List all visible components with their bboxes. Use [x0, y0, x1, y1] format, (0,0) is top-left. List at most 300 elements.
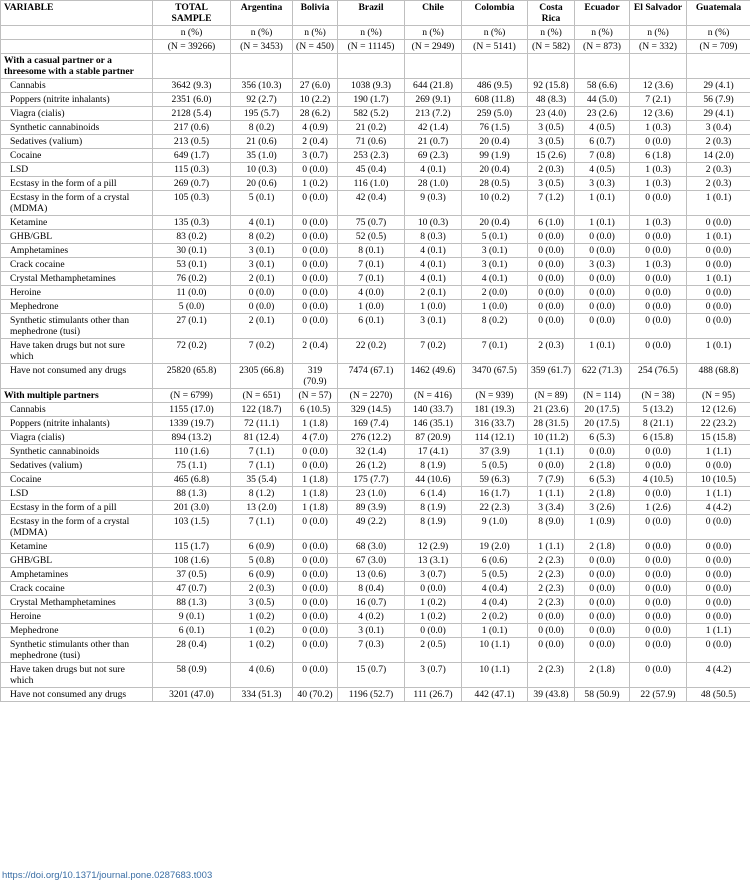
value-cell: 15 (0.7): [338, 663, 405, 688]
table-row: [1, 300, 750, 314]
value-cell: 12 (3.6): [630, 107, 687, 121]
value-cell: 0 (0.0): [687, 554, 750, 568]
table-row: [1, 230, 750, 244]
value-cell: 0 (0.0): [293, 244, 338, 258]
value-cell: 12 (2.9): [405, 540, 462, 554]
value-cell: 649 (1.7): [153, 149, 231, 163]
value-cell: 12 (3.6): [630, 79, 687, 93]
value-cell: 7 (1.1): [231, 445, 293, 459]
value-cell: 2 (0.4): [293, 135, 338, 149]
table-row: [1, 163, 750, 177]
value-cell: 608 (11.8): [462, 93, 528, 107]
value-cell: 4 (4.2): [687, 663, 750, 688]
value-cell: 10 (0.3): [405, 216, 462, 230]
value-cell: 0 (0.0): [293, 216, 338, 230]
value-cell: 56 (7.9): [687, 93, 750, 107]
value-cell: 23 (2.6): [575, 107, 630, 121]
value-cell: 7 (2.1): [630, 93, 687, 107]
table-row: [1, 286, 750, 300]
value-cell: 105 (0.3): [153, 191, 231, 216]
value-cell: 0 (0.0): [528, 314, 575, 339]
section-n-cell: [575, 54, 630, 79]
value-cell: 75 (0.7): [338, 216, 405, 230]
value-cell: 2 (1.8): [575, 663, 630, 688]
row-label: LSD: [1, 163, 153, 177]
value-cell: 0 (0.0): [528, 624, 575, 638]
value-cell: 1 (1.1): [687, 487, 750, 501]
value-cell: 0 (0.0): [687, 638, 750, 663]
row-label: Have taken drugs but not sure which: [1, 339, 153, 364]
value-cell: 0 (0.0): [528, 230, 575, 244]
value-cell: 7 (0.1): [338, 258, 405, 272]
value-cell: 48 (8.3): [528, 93, 575, 107]
value-cell: 7 (1.1): [231, 459, 293, 473]
value-cell: 2 (0.1): [231, 272, 293, 286]
row-label: Ecstasy in the form of a crystal (MDMA): [1, 515, 153, 540]
value-cell: 20 (0.6): [231, 177, 293, 191]
value-cell: 39 (43.8): [528, 688, 575, 702]
table-row: [1, 445, 750, 459]
value-cell: 42 (1.4): [405, 121, 462, 135]
table-row: [1, 473, 750, 487]
row-label: Crack cocaine: [1, 582, 153, 596]
row-label: GHB/GBL: [1, 230, 153, 244]
value-cell: 25820 (65.8): [153, 364, 231, 389]
table-row: [1, 244, 750, 258]
value-cell: 0 (0.0): [293, 638, 338, 663]
value-cell: 83 (0.2): [153, 230, 231, 244]
value-cell: 0 (0.0): [575, 554, 630, 568]
value-cell: 2 (2.3): [528, 582, 575, 596]
row-label: Ecstasy in the form of a pill: [1, 177, 153, 191]
value-cell: 213 (0.5): [153, 135, 231, 149]
value-cell: 8 (1.9): [405, 459, 462, 473]
value-cell: 3 (0.1): [231, 258, 293, 272]
value-cell: 0 (0.0): [575, 272, 630, 286]
value-cell: 6 (1.4): [405, 487, 462, 501]
total-n-cell: (N = 39266): [153, 40, 231, 54]
value-cell: 0 (0.0): [231, 300, 293, 314]
value-cell: 92 (2.7): [231, 93, 293, 107]
value-cell: 0 (0.0): [575, 624, 630, 638]
table-row: [1, 314, 750, 339]
value-cell: 4 (0.1): [405, 244, 462, 258]
value-cell: 75 (1.1): [153, 459, 231, 473]
value-cell: 3 (0.1): [462, 244, 528, 258]
row-label: Mephedrone: [1, 624, 153, 638]
value-cell: 3 (0.7): [405, 568, 462, 582]
value-cell: 2 (2.3): [528, 554, 575, 568]
table-row: [1, 216, 750, 230]
total-n-cell: (N = 3453): [231, 40, 293, 54]
value-cell: 0 (0.0): [630, 663, 687, 688]
value-cell: 4 (0.9): [293, 121, 338, 135]
value-cell: 0 (0.0): [293, 624, 338, 638]
section-n-cell: (N = 89): [528, 389, 575, 403]
value-cell: 6 (5.3): [575, 431, 630, 445]
value-cell: 19 (2.0): [462, 540, 528, 554]
value-cell: 30 (0.1): [153, 244, 231, 258]
value-cell: 26 (1.2): [338, 459, 405, 473]
column-header: Bolivia: [293, 1, 338, 26]
row-label: Crack cocaine: [1, 258, 153, 272]
table-row: [1, 364, 750, 389]
value-cell: 8 (1.9): [405, 515, 462, 540]
value-cell: 4 (0.5): [575, 163, 630, 177]
section-n-cell: (N = 2270): [338, 389, 405, 403]
row-label: Viagra (cialis): [1, 107, 153, 121]
value-cell: 15 (2.6): [528, 149, 575, 163]
value-cell: 8 (21.1): [630, 417, 687, 431]
value-cell: 5 (0.5): [462, 568, 528, 582]
value-cell: 0 (0.0): [687, 258, 750, 272]
table-row: [1, 93, 750, 107]
section-n-cell: [630, 54, 687, 79]
section-n-cell: (N = 651): [231, 389, 293, 403]
value-cell: 7 (7.9): [528, 473, 575, 487]
value-cell: 0 (0.0): [687, 314, 750, 339]
value-cell: 35 (1.0): [231, 149, 293, 163]
value-cell: 0 (0.0): [528, 610, 575, 624]
table-row: [1, 663, 750, 688]
value-cell: 5 (0.1): [231, 191, 293, 216]
value-cell: 622 (71.3): [575, 364, 630, 389]
table-row: [1, 431, 750, 445]
table-row: [1, 638, 750, 663]
value-cell: 8 (0.1): [338, 244, 405, 258]
value-cell: 217 (0.6): [153, 121, 231, 135]
section-title: With a casual partner or a threesome with a stable partner: [1, 54, 153, 79]
value-cell: 1 (0.1): [462, 624, 528, 638]
value-cell: 0 (0.0): [630, 191, 687, 216]
units-cell: n (%): [293, 26, 338, 40]
value-cell: 1 (0.3): [630, 121, 687, 135]
doi-link[interactable]: https://doi.org/10.1371/journal.pone.0287683.t003: [2, 870, 213, 881]
value-cell: 28 (0.4): [153, 638, 231, 663]
row-label: Poppers (nitrite inhalants): [1, 93, 153, 107]
units-cell: n (%): [153, 26, 231, 40]
table-row: [1, 568, 750, 582]
value-cell: 2 (0.3): [687, 135, 750, 149]
value-cell: 4 (10.5): [630, 473, 687, 487]
value-cell: 89 (3.9): [338, 501, 405, 515]
value-cell: 1 (2.6): [630, 501, 687, 515]
value-cell: 4 (0.1): [462, 272, 528, 286]
value-cell: 0 (0.0): [687, 582, 750, 596]
value-cell: 0 (0.0): [575, 286, 630, 300]
value-cell: 13 (3.1): [405, 554, 462, 568]
table-row: [1, 582, 750, 596]
value-cell: 115 (1.7): [153, 540, 231, 554]
value-cell: 2 (0.1): [405, 286, 462, 300]
value-cell: 195 (5.7): [231, 107, 293, 121]
column-header: Argentina: [231, 1, 293, 26]
row-label: Synthetic stimulants other than mephedrone (tusi): [1, 314, 153, 339]
value-cell: 3 (0.1): [462, 258, 528, 272]
value-cell: 0 (0.0): [293, 596, 338, 610]
row-label: Have not consumed any drugs: [1, 688, 153, 702]
value-cell: 488 (68.8): [687, 364, 750, 389]
value-cell: 76 (0.2): [153, 272, 231, 286]
value-cell: 58 (6.6): [575, 79, 630, 93]
total-n-cell: (N = 709): [687, 40, 750, 54]
value-cell: 21 (23.6): [528, 403, 575, 417]
value-cell: 442 (47.1): [462, 688, 528, 702]
row-label: Have taken drugs but not sure which: [1, 663, 153, 688]
value-cell: 22 (57.9): [630, 688, 687, 702]
value-cell: 5 (13.2): [630, 403, 687, 417]
table-row: [1, 540, 750, 554]
value-cell: 23 (4.0): [528, 107, 575, 121]
row-label: Synthetic stimulants other than mephedrone (tusi): [1, 638, 153, 663]
value-cell: 2 (1.8): [575, 459, 630, 473]
value-cell: 1038 (9.3): [338, 79, 405, 93]
table-row: [1, 107, 750, 121]
value-cell: 37 (3.9): [462, 445, 528, 459]
value-cell: 15 (15.8): [687, 431, 750, 445]
value-cell: 8 (0.2): [231, 230, 293, 244]
value-cell: 0 (0.0): [293, 582, 338, 596]
value-cell: 1 (0.0): [462, 300, 528, 314]
row-label: Viagra (cialis): [1, 431, 153, 445]
units-row: [1, 26, 750, 40]
value-cell: 116 (1.0): [338, 177, 405, 191]
total-n-cell: (N = 332): [630, 40, 687, 54]
value-cell: 1 (0.9): [575, 515, 630, 540]
total-n-cell: (N = 11145): [338, 40, 405, 54]
row-label: LSD: [1, 487, 153, 501]
section-n-cell: [293, 54, 338, 79]
value-cell: 22 (0.2): [338, 339, 405, 364]
value-cell: 4 (0.1): [231, 216, 293, 230]
value-cell: 0 (0.0): [687, 610, 750, 624]
value-cell: 8 (1.2): [231, 487, 293, 501]
value-cell: 40 (70.2): [293, 688, 338, 702]
value-cell: 1155 (17.0): [153, 403, 231, 417]
value-cell: 0 (0.0): [528, 286, 575, 300]
value-cell: 20 (17.5): [575, 403, 630, 417]
section-n-cell: (N = 38): [630, 389, 687, 403]
value-cell: 169 (7.4): [338, 417, 405, 431]
value-cell: 48 (50.5): [687, 688, 750, 702]
value-cell: 4 (0.1): [405, 258, 462, 272]
value-cell: 0 (0.0): [630, 286, 687, 300]
section-n-cell: [528, 54, 575, 79]
value-cell: 4 (4.2): [687, 501, 750, 515]
value-cell: 1 (0.1): [575, 339, 630, 364]
table-row: [1, 135, 750, 149]
value-cell: 0 (0.0): [528, 244, 575, 258]
value-cell: 6 (1.0): [528, 216, 575, 230]
value-cell: 269 (9.1): [405, 93, 462, 107]
value-cell: 4 (0.5): [575, 121, 630, 135]
value-cell: 7 (0.1): [338, 272, 405, 286]
row-label: GHB/GBL: [1, 554, 153, 568]
value-cell: 2 (0.4): [293, 339, 338, 364]
header-row: [1, 1, 750, 26]
value-cell: 1 (1.1): [687, 445, 750, 459]
row-label: Cocaine: [1, 149, 153, 163]
section-header-row: [1, 389, 750, 403]
totals-row: [1, 40, 750, 54]
value-cell: 0 (0.0): [293, 258, 338, 272]
value-cell: 0 (0.0): [575, 568, 630, 582]
row-label: Cannabis: [1, 403, 153, 417]
value-cell: 1 (0.1): [575, 216, 630, 230]
table-row: [1, 121, 750, 135]
value-cell: 49 (2.2): [338, 515, 405, 540]
value-cell: 3 (0.3): [575, 258, 630, 272]
value-cell: 7 (1.2): [528, 191, 575, 216]
value-cell: 29 (4.1): [687, 107, 750, 121]
value-cell: 8 (0.2): [462, 314, 528, 339]
value-cell: 5 (0.5): [462, 459, 528, 473]
units-cell: n (%): [338, 26, 405, 40]
value-cell: 122 (18.7): [231, 403, 293, 417]
section-n-cell: (N = 57): [293, 389, 338, 403]
value-cell: 0 (0.0): [687, 286, 750, 300]
value-cell: 99 (1.9): [462, 149, 528, 163]
value-cell: 316 (33.7): [462, 417, 528, 431]
value-cell: 0 (0.0): [575, 300, 630, 314]
value-cell: 3 (0.5): [231, 596, 293, 610]
value-cell: 0 (0.0): [630, 487, 687, 501]
value-cell: 47 (0.7): [153, 582, 231, 596]
value-cell: 3 (2.6): [575, 501, 630, 515]
value-cell: 0 (0.0): [231, 286, 293, 300]
value-cell: 3201 (47.0): [153, 688, 231, 702]
value-cell: 87 (20.9): [405, 431, 462, 445]
row-label: Sedatives (valium): [1, 459, 153, 473]
value-cell: 0 (0.0): [630, 624, 687, 638]
section-n-cell: [231, 54, 293, 79]
value-cell: 6 (0.1): [338, 314, 405, 339]
value-cell: 58 (50.9): [575, 688, 630, 702]
section-n-cell: [405, 54, 462, 79]
value-cell: 486 (9.5): [462, 79, 528, 93]
value-cell: 2305 (66.8): [231, 364, 293, 389]
row-label: Heroine: [1, 610, 153, 624]
value-cell: 16 (0.7): [338, 596, 405, 610]
value-cell: 68 (3.0): [338, 540, 405, 554]
total-n-cell: (N = 582): [528, 40, 575, 54]
value-cell: 0 (0.0): [293, 663, 338, 688]
value-cell: 7 (0.1): [462, 339, 528, 364]
value-cell: 1 (0.3): [630, 177, 687, 191]
row-label: Ketamine: [1, 216, 153, 230]
value-cell: 9 (0.1): [153, 610, 231, 624]
value-cell: 1 (1.1): [687, 624, 750, 638]
value-cell: 334 (51.3): [231, 688, 293, 702]
value-cell: 3 (0.4): [687, 121, 750, 135]
value-cell: 92 (15.8): [528, 79, 575, 93]
value-cell: 9 (0.3): [405, 191, 462, 216]
value-cell: 0 (0.0): [293, 610, 338, 624]
value-cell: 0 (0.0): [687, 540, 750, 554]
value-cell: 2128 (5.4): [153, 107, 231, 121]
value-cell: 20 (0.4): [462, 135, 528, 149]
value-cell: 29 (4.1): [687, 79, 750, 93]
section-n-cell: (N = 6799): [153, 389, 231, 403]
units-cell: n (%): [231, 26, 293, 40]
table-row: [1, 554, 750, 568]
value-cell: 3 (0.7): [293, 149, 338, 163]
value-cell: 1 (0.1): [687, 339, 750, 364]
value-cell: 1 (1.1): [528, 487, 575, 501]
units-cell: n (%): [630, 26, 687, 40]
value-cell: 115 (0.3): [153, 163, 231, 177]
value-cell: 1 (1.8): [293, 473, 338, 487]
units-cell: n (%): [575, 26, 630, 40]
value-cell: 0 (0.0): [405, 582, 462, 596]
value-cell: 110 (1.6): [153, 445, 231, 459]
row-label: Crystal Methamphetamines: [1, 596, 153, 610]
value-cell: 13 (0.6): [338, 568, 405, 582]
value-cell: 0 (0.0): [528, 459, 575, 473]
value-cell: 0 (0.0): [293, 515, 338, 540]
value-cell: 0 (0.0): [293, 272, 338, 286]
row-label: Sedatives (valium): [1, 135, 153, 149]
value-cell: 4 (7.0): [293, 431, 338, 445]
value-cell: 1 (0.0): [405, 300, 462, 314]
value-cell: 52 (0.5): [338, 230, 405, 244]
value-cell: 32 (1.4): [338, 445, 405, 459]
value-cell: 8 (9.0): [528, 515, 575, 540]
value-cell: 0 (0.0): [293, 459, 338, 473]
value-cell: 0 (0.0): [405, 624, 462, 638]
value-cell: 0 (0.0): [528, 272, 575, 286]
value-cell: 2 (2.3): [528, 596, 575, 610]
value-cell: 7 (1.1): [231, 515, 293, 540]
value-cell: 465 (6.8): [153, 473, 231, 487]
value-cell: 329 (14.5): [338, 403, 405, 417]
value-cell: 201 (3.0): [153, 501, 231, 515]
value-cell: 356 (10.3): [231, 79, 293, 93]
value-cell: 27 (6.0): [293, 79, 338, 93]
value-cell: 3 (0.3): [575, 177, 630, 191]
row-label: Amphetamines: [1, 568, 153, 582]
row-label: Have not consumed any drugs: [1, 364, 153, 389]
value-cell: 2 (1.8): [575, 540, 630, 554]
value-cell: 269 (0.7): [153, 177, 231, 191]
value-cell: 6 (10.5): [293, 403, 338, 417]
value-cell: 7 (0.2): [231, 339, 293, 364]
value-cell: 3 (0.1): [338, 624, 405, 638]
value-cell: 0 (0.0): [528, 638, 575, 663]
value-cell: 10 (1.1): [462, 638, 528, 663]
value-cell: 8 (1.9): [405, 501, 462, 515]
value-cell: 0 (0.0): [528, 258, 575, 272]
value-cell: 3642 (9.3): [153, 79, 231, 93]
value-cell: 1 (0.2): [293, 177, 338, 191]
row-label: Cocaine: [1, 473, 153, 487]
column-header: Colombia: [462, 1, 528, 26]
table-row: [1, 688, 750, 702]
value-cell: 3 (0.7): [405, 663, 462, 688]
value-cell: 1 (0.1): [687, 191, 750, 216]
column-header: Chile: [405, 1, 462, 26]
units-cell: n (%): [462, 26, 528, 40]
column-header: El Salvador: [630, 1, 687, 26]
value-cell: 1 (0.2): [231, 610, 293, 624]
value-cell: 13 (2.0): [231, 501, 293, 515]
section-n-cell: (N = 114): [575, 389, 630, 403]
value-cell: 103 (1.5): [153, 515, 231, 540]
value-cell: 1 (0.1): [575, 191, 630, 216]
total-n-cell: (N = 873): [575, 40, 630, 54]
value-cell: 88 (1.3): [153, 487, 231, 501]
value-cell: 253 (2.3): [338, 149, 405, 163]
